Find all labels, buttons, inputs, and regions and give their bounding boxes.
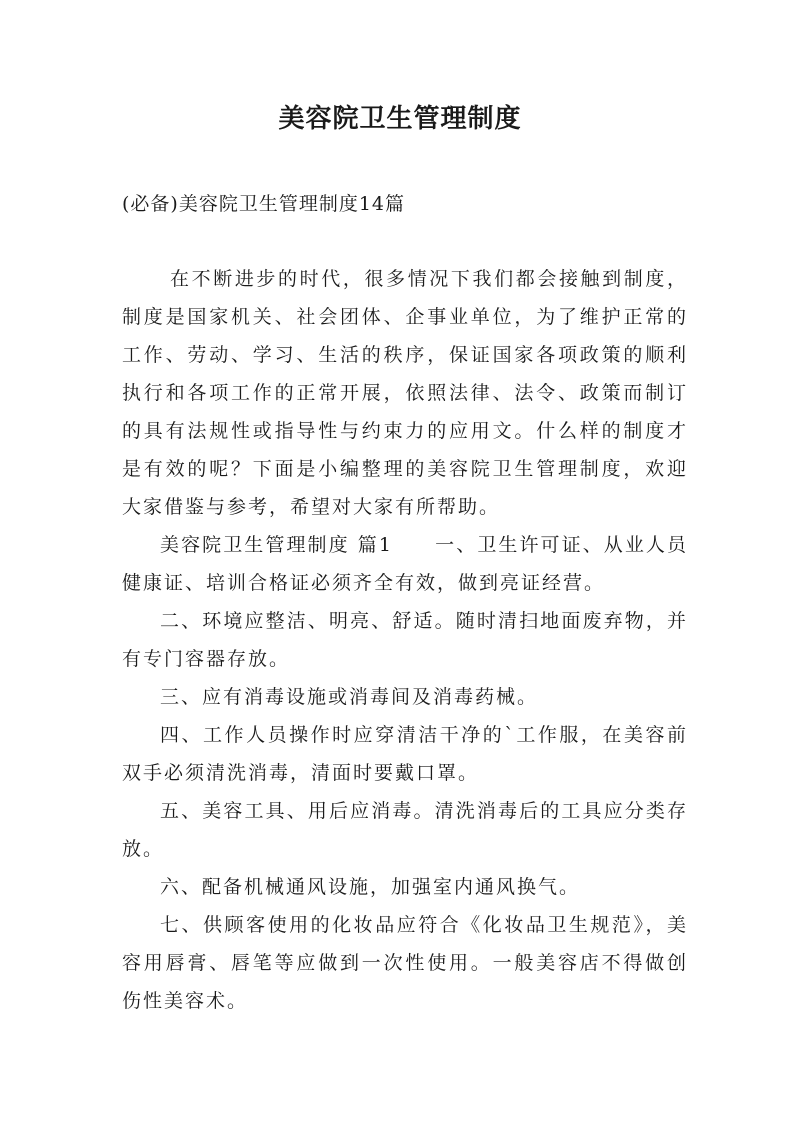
document-body [122, 260, 688, 1020]
rule-6-paragraph: 六、配备机械通风设施，加强室内通风换气。 [160, 876, 581, 898]
intro-paragraph: 在不断进步的时代，很多情况下我们都会接触到制度，制度是国家机关、社会团体、企事业单位，为了维护正常的工作、劳动、学习、生活的秩序，保证国家各项政策的顺利执行和各项工作的正常开展，依照法律、法令、政策而制订的具有法规性或指导性与约束力的应用文。什么样的制度才是有效的呢？下面是小编整理的美容院卫生管理制度，欢迎大家借鉴与参考，希望对大家有所帮助。 [122, 268, 688, 518]
document-subtitle: (必备)美容院卫生管理制度14篇 [122, 193, 406, 215]
rule-4-paragraph: 四、工作人员操作时应穿清洁干净的`工作服，在美容前双手必须清洗消毒，清面时要戴口罩。 [122, 724, 688, 784]
section-1-paragraph: 美容院卫生管理制度 篇1 一、卫生许可证、从业人员健康证、培训合格证必须齐全有效，做到亮证经营。 [122, 534, 688, 594]
rule-3-paragraph: 三、应有消毒设施或消毒间及消毒药械。 [160, 686, 539, 708]
rule-5-paragraph: 五、美容工具、用后应消毒。清洗消毒后的工具应分类存放。 [122, 800, 688, 860]
rule-2-paragraph: 二、环境应整洁、明亮、舒适。随时清扫地面废弃物，并有专门容器存放。 [122, 610, 688, 670]
document-title: 美容院卫生管理制度 [278, 104, 522, 134]
rule-7-paragraph: 七、供顾客使用的化妆品应符合《化妆品卫生规范》，美容用唇膏、唇笔等应做到一次性使用。一般美容店不得做创伤性美容术。 [122, 914, 688, 1012]
